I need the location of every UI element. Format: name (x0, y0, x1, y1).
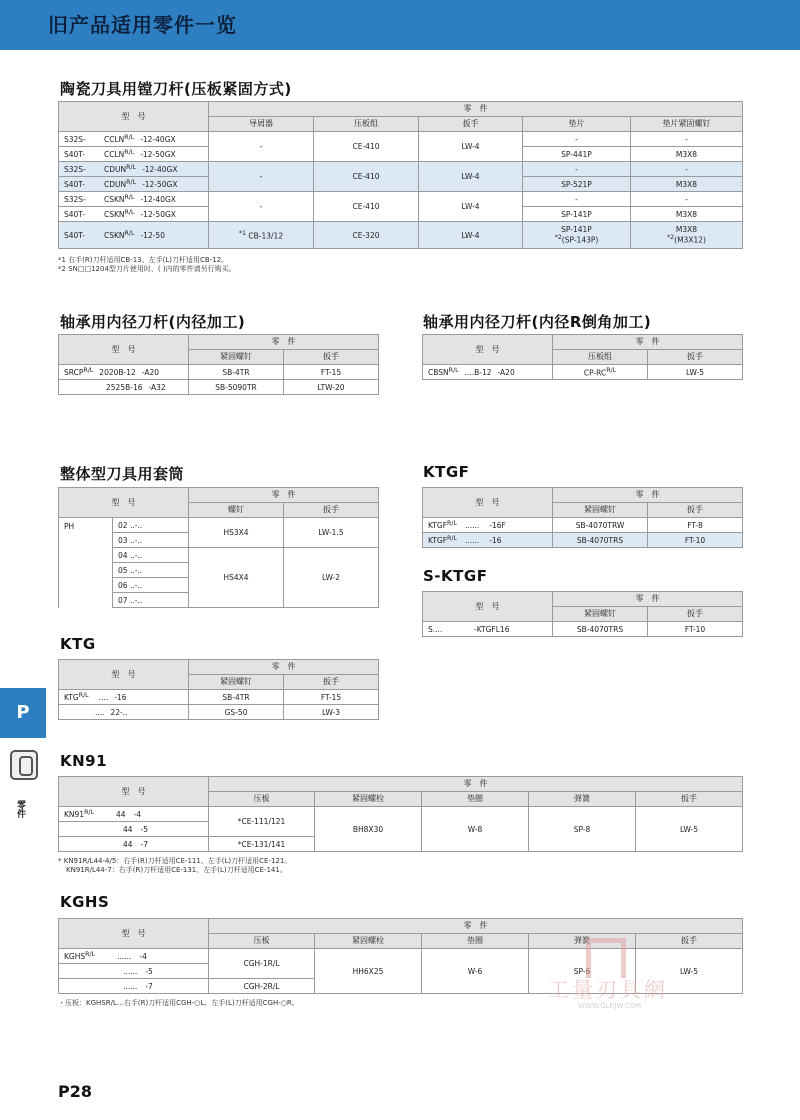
kn91-parts-table (58, 776, 743, 852)
table-row (59, 222, 743, 249)
col-screw: 紧固螺钉 (553, 503, 648, 518)
size-cell: 02 ..-.. (113, 518, 189, 533)
chip-breaker-cell: - (209, 132, 314, 162)
screw-cell: SB-4070TRW (553, 518, 648, 533)
wrench-cell: FT-15 (284, 690, 379, 705)
model-header: 型 号 (59, 102, 209, 132)
ceramic-notes: *1 右手(R)刀杆适用CB-13、左手(L)刀杆适用CB-12。 *2 SN□□1204型刀片使用时、( )内的零件请另行购买。 (58, 256, 236, 273)
model-header: 型 号 (59, 488, 189, 518)
parts-header: 零 件 (553, 488, 743, 503)
col-screw: 紧固螺钉 (189, 675, 284, 690)
sleeve-parts-table (58, 487, 379, 608)
clamp-cell: CGH-1R/L (209, 949, 315, 979)
section-title-bearing-r: 轴承用内径刀杆(内径R倒角加工) (423, 313, 652, 331)
col-screw: 紧固螺钉 (553, 607, 648, 622)
shim-screw-cell: - (631, 132, 743, 147)
wrench-cell: FT-10 (648, 622, 743, 637)
page-header-bar (0, 0, 800, 50)
size-cell: 07 ..-.. (113, 593, 189, 608)
wrench-cell: LTW-20 (284, 380, 379, 395)
shim-cell: - (523, 192, 631, 207)
table-row (59, 365, 379, 380)
model-cell: $KGHS^{R/L}$ ...... -4 (59, 949, 209, 964)
col-clamp: 压板 (209, 792, 315, 807)
model-header: 型 号 (423, 335, 553, 365)
shim-cell: SP-141P (523, 207, 631, 222)
wrench-cell: LW-3 (284, 705, 379, 720)
watermark-logo-icon (586, 938, 626, 978)
shim-screw-cell: M3X8 (631, 207, 743, 222)
shim-screw-cell: M3X8 (631, 177, 743, 192)
screw-cell: SB-4070TRS (553, 622, 648, 637)
shim-cell: - (523, 132, 631, 147)
chip-breaker-cell: $^{*1}$ CB-13/12 (209, 222, 314, 249)
model-cell: S32S- $CSKN^{R/L}$ -12-40GX (59, 192, 209, 207)
col-wrench: 扳手 (284, 675, 379, 690)
washer-cell: W-8 (422, 807, 529, 852)
kn91-notes: * KN91R/L44-4/5：右手(R)刀杆适用CE-111、左手(L)刀杆适用CE-121。 KN91R/L44-7：右手(R)刀杆适用CE-131、左手(L)刀杆适用CE-141。 (58, 857, 292, 874)
ktgf-parts-table (422, 487, 743, 548)
col-wrench: 扳手 (284, 503, 379, 518)
wrench-cell: LW-4 (419, 222, 523, 249)
parts-header: 零 件 (553, 335, 743, 350)
model-cell: S32S- $CCLN^{R/L}$ -12-40GX (59, 132, 209, 147)
col-wrench: 扳手 (648, 607, 743, 622)
spring-cell: SP-6 (529, 949, 636, 994)
col-screw: 螺钉 (189, 503, 284, 518)
wrench-cell: FT-8 (648, 518, 743, 533)
section-title-ktg: KTG (60, 635, 96, 653)
parts-header: 零 件 (553, 592, 743, 607)
clamp-set-cell: CE-410 (314, 132, 419, 162)
model-header: 型 号 (423, 592, 553, 622)
model-header: 型 号 (423, 488, 553, 518)
table-row (423, 622, 743, 637)
ktg-parts-table (58, 659, 379, 720)
screw-cell: SB-4070TRS (553, 533, 648, 548)
section-title-ktgf: KTGF (423, 463, 470, 481)
parts-header: 零 件 (189, 488, 379, 503)
model-cell: S40T- $CSKN^{R/L}$ -12-50 (59, 222, 209, 249)
wrench-cell: LW-5 (636, 949, 743, 994)
series-cell: PH (59, 518, 113, 608)
section-tab-letter: P (16, 702, 30, 723)
table-row (423, 533, 743, 548)
clamp-set-cell: $CP-RC^{R/L}$ (553, 365, 648, 380)
section-title-ceramic: 陶瓷刀具用镗刀杆(压板紧固方式) (60, 80, 292, 98)
screw-cell: GS-50 (189, 705, 284, 720)
size-cell: 03 ..-.. (113, 533, 189, 548)
col-washer: 垫圈 (422, 792, 529, 807)
clamp-part-icon (10, 750, 38, 780)
table-row (423, 518, 743, 533)
table-row (423, 365, 743, 380)
shim-screw-cell: - (631, 162, 743, 177)
table-row (59, 192, 743, 207)
model-cell: S.... -KTGFL16 (423, 622, 553, 637)
wrench-cell: LW-4 (419, 132, 523, 162)
parts-header: 零 件 (189, 660, 379, 675)
shim-cell: SP-141P $^{*2}$(SP-143P) (523, 222, 631, 249)
wrench-cell: LW-1.5 (284, 518, 379, 548)
model-cell: $CBSN^{R/L}$ ....B-12 -A20 (423, 365, 553, 380)
wrench-cell: LW-4 (419, 192, 523, 222)
clamp-cell: *CE-131/141 (209, 837, 315, 852)
model-cell: ...... -7 (59, 979, 209, 994)
parts-header: 零 件 (189, 335, 379, 350)
site-watermark (548, 938, 668, 1018)
table-row (59, 705, 379, 720)
col-wrench: 扳手 (419, 117, 523, 132)
wrench-cell: LW-5 (648, 365, 743, 380)
bearing-parts-table (58, 334, 379, 395)
col-clamp: 压板 (209, 934, 315, 949)
col-shim: 垫片 (523, 117, 631, 132)
chip-breaker-cell: - (209, 192, 314, 222)
bolt-cell: BH8X30 (315, 807, 422, 852)
clamp-set-cell: CE-410 (314, 162, 419, 192)
parts-header: 零 件 (209, 919, 743, 934)
clamp-cell: *CE-111/121 (209, 807, 315, 837)
sidebar-category-label: 零件 (15, 800, 25, 818)
screw-cell: SB-4TR (189, 690, 284, 705)
kghs-note: ・压板：KGHSR/L…右手(R)刀杆适用CGH-○L、左手(L)刀杆适用CGH-○R。 (58, 999, 299, 1007)
col-bolt: 紧固螺栓 (315, 934, 422, 949)
model-cell: 44 -7 (59, 837, 209, 852)
watermark-text: 工量刃具網 (548, 978, 668, 1002)
size-cell: 04 ..-.. (113, 548, 189, 563)
size-cell: 05 ..-.. (113, 563, 189, 578)
col-wrench: 扳手 (648, 350, 743, 365)
col-washer: 垫圈 (422, 934, 529, 949)
model-cell: $KTGF^{R/L}$ ...... -16F (423, 518, 553, 533)
col-wrench: 扳手 (636, 934, 743, 949)
page-number: P28 (58, 1082, 92, 1101)
wrench-cell: FT-10 (648, 533, 743, 548)
wrench-cell: LW-2 (284, 548, 379, 608)
screw-cell: SB-5090TR (189, 380, 284, 395)
model-cell: S32S- $CDUN^{R/L}$ -12-40GX (59, 162, 209, 177)
model-cell: S40T- $CSKN^{R/L}$ -12-50GX (59, 207, 209, 222)
section-title-sleeve: 整体型刀具用套筒 (60, 465, 185, 483)
col-bolt: 紧固螺栓 (315, 792, 422, 807)
table-row (59, 518, 379, 533)
model-cell: $KN91^{R/L}$ 44 -4 (59, 807, 209, 822)
table-row (59, 807, 743, 822)
shim-cell: SP-521P (523, 177, 631, 192)
col-clamp-set: 压板组 (314, 117, 419, 132)
table-row (59, 690, 379, 705)
bearing-r-parts-table (422, 334, 743, 380)
col-wrench: 扳手 (284, 350, 379, 365)
shim-cell: - (523, 162, 631, 177)
model-header: 型 号 (59, 777, 209, 807)
model-cell: 44 -5 (59, 822, 209, 837)
model-cell: $KTGF^{R/L}$ ...... -16 (423, 533, 553, 548)
shim-screw-cell: M3X8 $^{*2}$(M3X12) (631, 222, 743, 249)
bolt-cell: HH6X25 (315, 949, 422, 994)
ceramic-parts-table (58, 101, 743, 249)
sktgf-parts-table (422, 591, 743, 637)
shim-screw-cell: - (631, 192, 743, 207)
clamp-set-cell: CE-320 (314, 222, 419, 249)
model-header: 型 号 (59, 660, 189, 690)
table-row (59, 132, 743, 147)
col-screw: 紧固螺钉 (189, 350, 284, 365)
model-header: 型 号 (59, 335, 189, 365)
col-shim-screw: 垫片紧固螺钉 (631, 117, 743, 132)
wrench-cell: FT-15 (284, 365, 379, 380)
model-cell: S40T- $CCLN^{R/L}$ -12-50GX (59, 147, 209, 162)
screw-cell: HS4X4 (189, 548, 284, 608)
model-cell: ...... -5 (59, 964, 209, 979)
col-spring: 弹簧 (529, 792, 636, 807)
model-cell: .... 22-.. (59, 705, 189, 720)
section-tab-p (0, 688, 46, 738)
screw-cell: HS3X4 (189, 518, 284, 548)
section-title-sktgf: S-KTGF (423, 567, 488, 585)
shim-screw-cell: M3X8 (631, 147, 743, 162)
clamp-cell: CGH-2R/L (209, 979, 315, 994)
spring-cell: SP-8 (529, 807, 636, 852)
table-row (59, 162, 743, 177)
parts-header: 零 件 (209, 102, 743, 117)
parts-header: 零 件 (209, 777, 743, 792)
size-cell: 06 ..-.. (113, 578, 189, 593)
wrench-cell: LW-5 (636, 807, 743, 852)
col-chip-breaker: 导屑器 (209, 117, 314, 132)
col-wrench: 扳手 (648, 503, 743, 518)
chip-breaker-cell: - (209, 162, 314, 192)
watermark-url: WWW.GLRJW.COM (578, 1002, 642, 1010)
page-title: 旧产品适用零件一览 (48, 13, 237, 37)
section-title-bearing: 轴承用内径刀杆(内径加工) (60, 313, 246, 331)
table-row (59, 380, 379, 395)
model-cell: $KTG^{R/L}$ .... -16 (59, 690, 189, 705)
shim-cell: SP-441P (523, 147, 631, 162)
washer-cell: W-6 (422, 949, 529, 994)
screw-cell: SB-4TR (189, 365, 284, 380)
model-cell: 2525B-16 -A32 (59, 380, 189, 395)
col-clamp-set: 压板组 (553, 350, 648, 365)
section-title-kn91: KN91 (60, 752, 108, 770)
model-header: 型 号 (59, 919, 209, 949)
col-spring: 弹簧 (529, 934, 636, 949)
wrench-cell: LW-4 (419, 162, 523, 192)
model-cell: $SRCP^{R/L}$ 2020B-12 -A20 (59, 365, 189, 380)
section-title-kghs: KGHS (60, 893, 110, 911)
clamp-set-cell: CE-410 (314, 192, 419, 222)
model-cell: S40T- $CDUN^{R/L}$ -12-50GX (59, 177, 209, 192)
col-wrench: 扳手 (636, 792, 743, 807)
